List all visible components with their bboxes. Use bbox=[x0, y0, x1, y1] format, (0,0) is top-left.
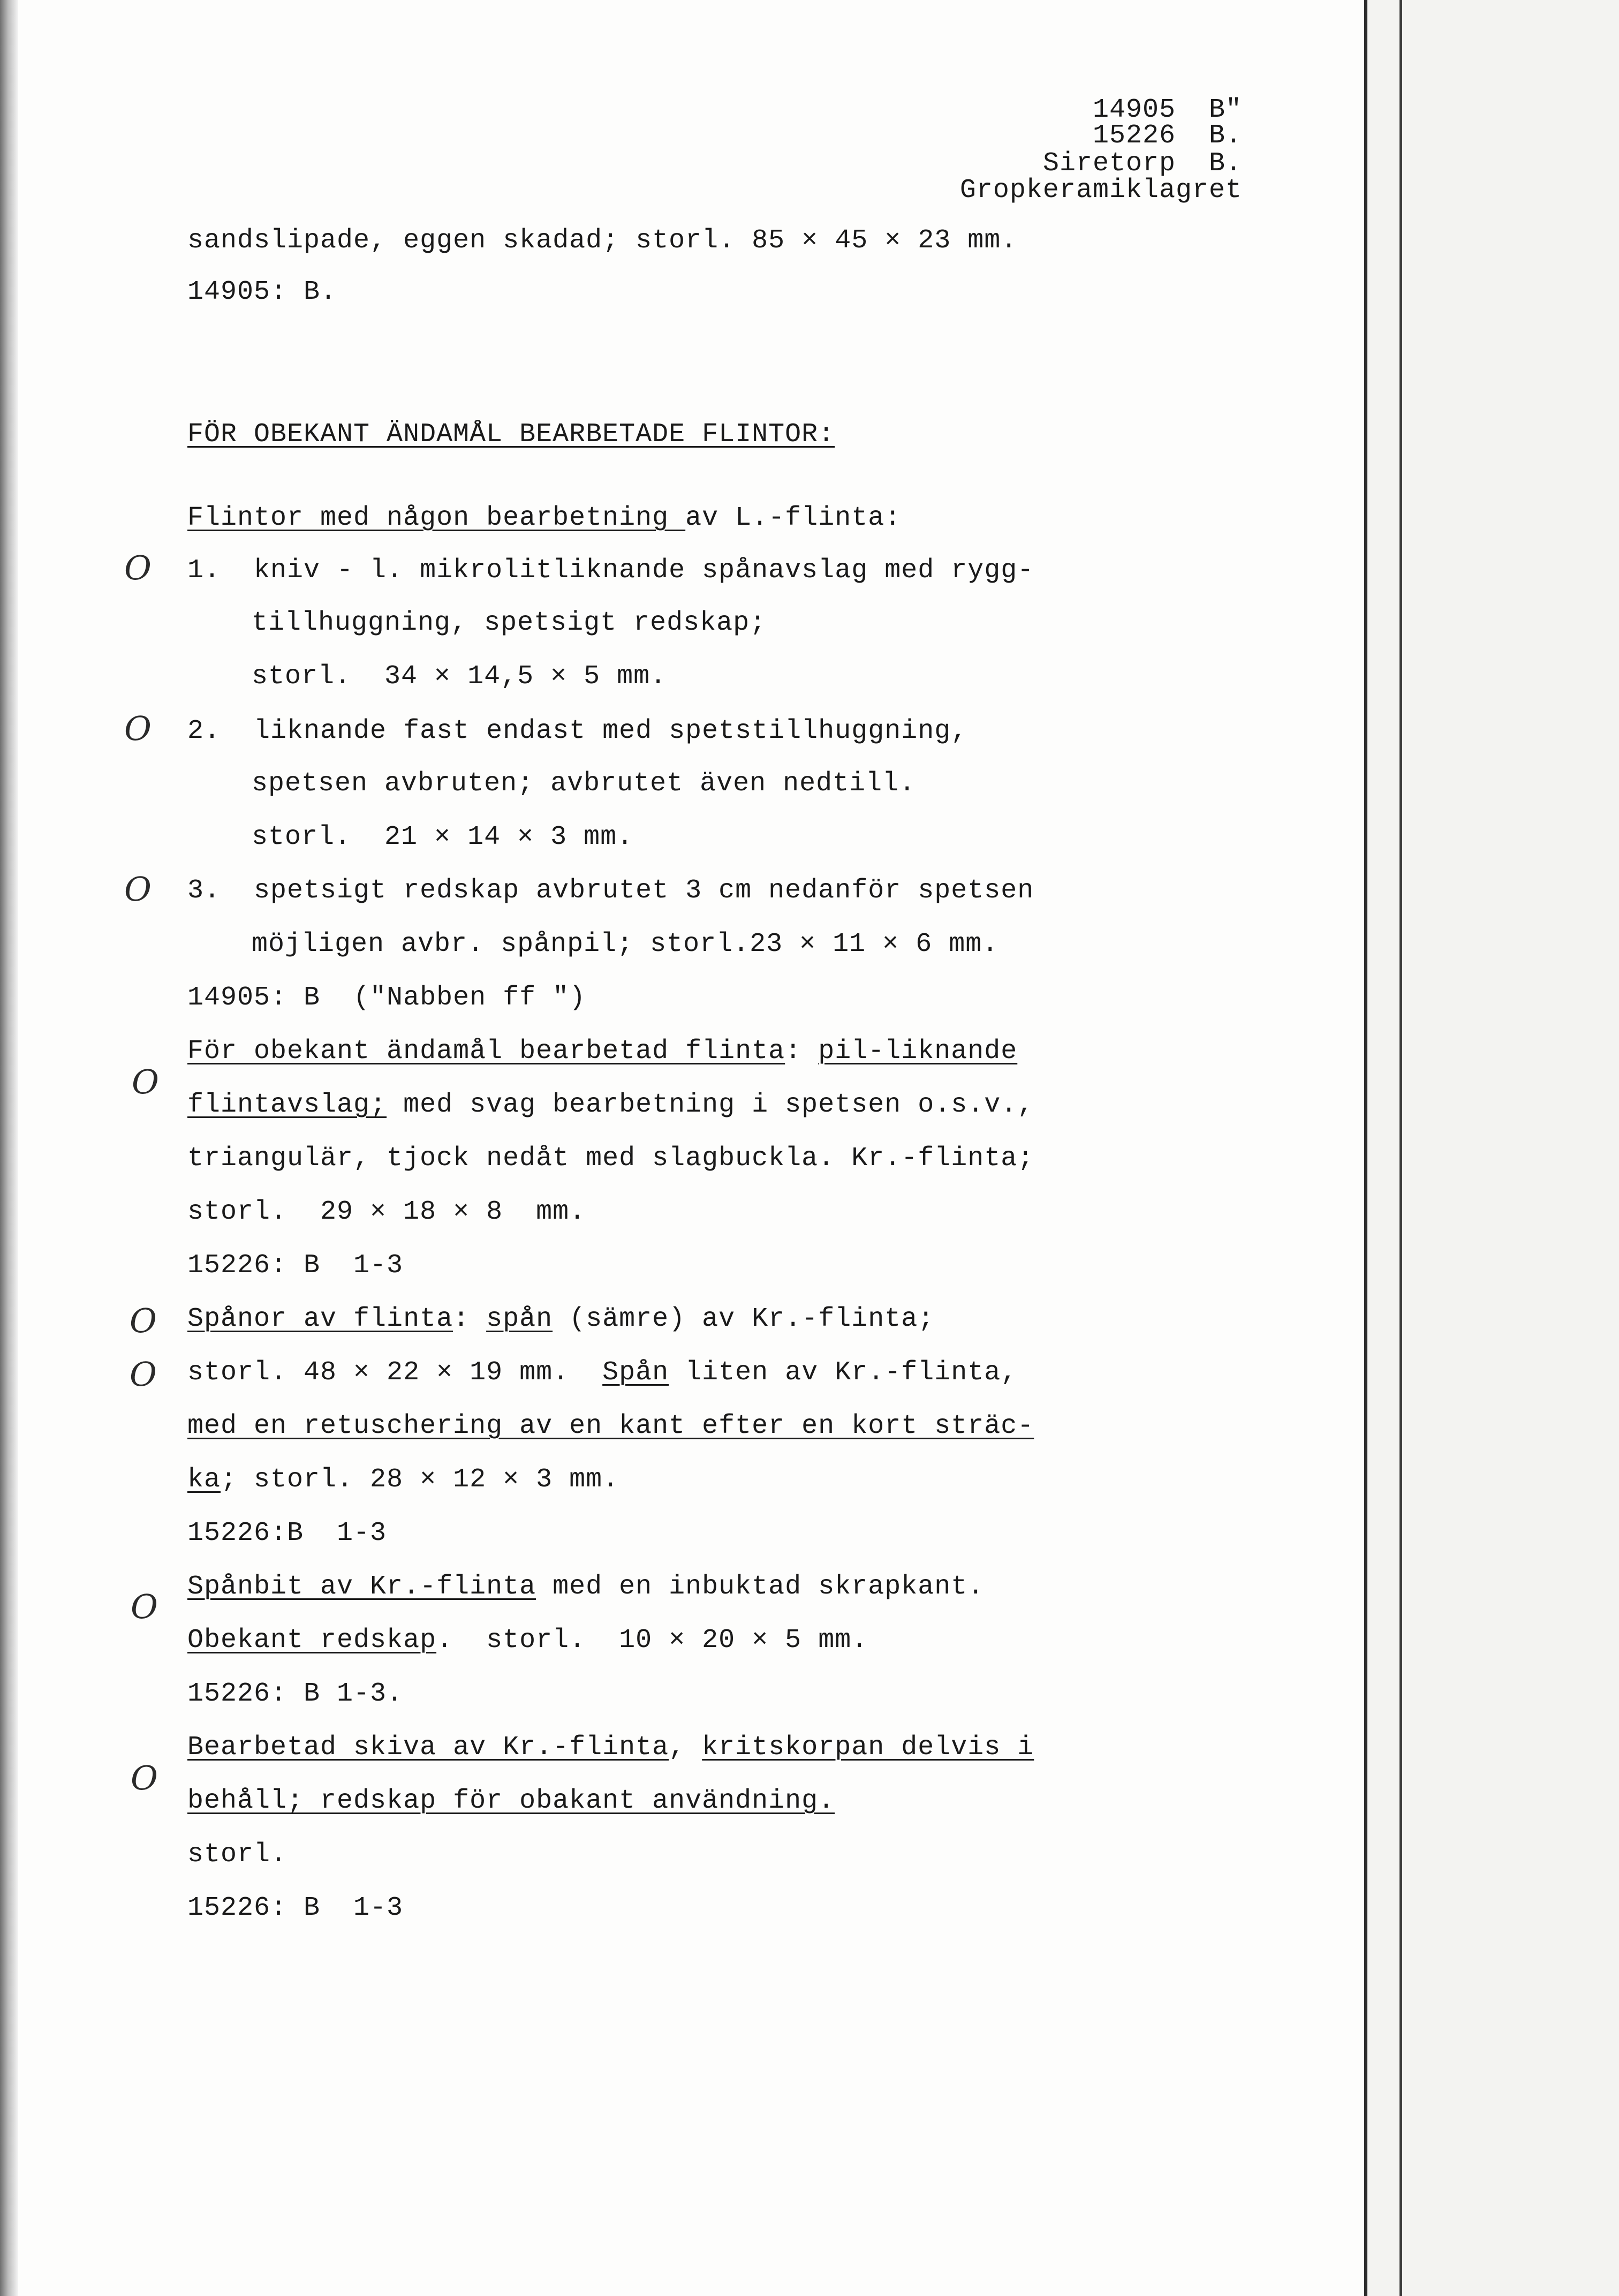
underlined-text: spån bbox=[486, 1304, 553, 1334]
text-line: storl. 29 × 18 × 8 mm. bbox=[187, 1197, 586, 1227]
text-line bbox=[187, 1625, 868, 1657]
ref-line-1: 14905 B" bbox=[1092, 95, 1242, 125]
underlined-line: behåll; redskap för obakant användning. bbox=[187, 1786, 835, 1816]
text-span: med en inbuktad skrapkant. bbox=[536, 1572, 985, 1602]
underlined-text: Spån bbox=[602, 1357, 669, 1388]
underlined-text: flintavslag; bbox=[187, 1090, 387, 1120]
text-span: ; storl. 28 × 12 × 3 mm. bbox=[221, 1464, 619, 1495]
text-line: 15226: B 1-3 bbox=[187, 1893, 404, 1923]
underlined-text: Flintor med någon bearbetning bbox=[187, 503, 686, 533]
text-line: spetsen avbruten; avbrutet även nedtill. bbox=[252, 768, 916, 799]
underlined-text: Bearbetad skiva av Kr.-flinta bbox=[187, 1732, 669, 1763]
text-line: 15226: B 1-3. bbox=[187, 1679, 404, 1709]
scan-left-edge bbox=[0, 0, 18, 2296]
text-line: 14905: B. bbox=[187, 277, 337, 307]
text-line bbox=[187, 1464, 619, 1496]
underlined-text: Spånor av flinta bbox=[187, 1304, 453, 1334]
margin-circle-mark: O bbox=[131, 1758, 158, 1797]
text-line: 14905: B ("Nabben ff ") bbox=[187, 983, 586, 1013]
text-line bbox=[187, 1036, 1017, 1068]
text-line: 1. kniv - l. mikrolitliknande spånavslag med rygg- bbox=[187, 555, 1034, 586]
text-span: av L.-flinta: bbox=[685, 503, 902, 533]
underlined-text: kritskorpan delvis i bbox=[702, 1732, 1034, 1763]
underlined-line: med en retuschering av en kant efter en kort sträc- bbox=[187, 1411, 1034, 1441]
text-span: med svag bearbetning i spetsen o.s.v., bbox=[387, 1090, 1034, 1120]
text-line: möjligen avbr. spånpil; storl.23 × 11 × 6 mm. bbox=[252, 929, 999, 960]
text-line: storl. 34 × 14,5 × 5 mm. bbox=[252, 661, 667, 692]
text-line bbox=[187, 1089, 1034, 1121]
underlined-text: pil-liknande bbox=[818, 1036, 1018, 1067]
underlined-text: ka bbox=[187, 1464, 221, 1495]
underlined-text: Obekant redskap bbox=[187, 1625, 437, 1656]
text-span: . storl. 10 × 20 × 5 mm. bbox=[436, 1625, 868, 1656]
ref-line-4: Gropkeramiklagret bbox=[959, 175, 1242, 206]
text-line: sandslipade, eggen skadad; storl. 85 × 45 × 23 mm. bbox=[187, 225, 1018, 256]
margin-circle-mark: O bbox=[124, 870, 152, 909]
margin-circle-mark: O bbox=[130, 1301, 157, 1340]
ref-line-3: Siretorp B. bbox=[1042, 148, 1242, 179]
text-line bbox=[187, 1303, 934, 1335]
margin-circle-mark: O bbox=[132, 1062, 159, 1101]
text-line: tillhuggning, spetsigt redskap; bbox=[252, 608, 767, 638]
section-heading: FÖR OBEKANT ÄNDAMÅL BEARBETADE FLINTOR: bbox=[187, 419, 835, 450]
text-span: : bbox=[453, 1304, 487, 1334]
text-line: storl. 21 × 14 × 3 mm. bbox=[252, 822, 634, 852]
underlined-text: För obekant ändamål bearbetad flinta bbox=[187, 1036, 785, 1067]
text-line bbox=[187, 1357, 1017, 1389]
text-line bbox=[187, 1571, 984, 1603]
margin-circle-mark: O bbox=[124, 709, 152, 748]
text-line: storl. bbox=[187, 1839, 288, 1870]
text-span: : bbox=[785, 1036, 819, 1067]
text-line bbox=[187, 1732, 1034, 1764]
text-span: storl. 48 × 22 × 19 mm. bbox=[187, 1357, 603, 1388]
text-span: , bbox=[669, 1732, 702, 1763]
text-line: 15226: B 1-3 bbox=[187, 1250, 404, 1281]
subheading-line bbox=[187, 502, 901, 534]
text-span: liten av Kr.-flinta, bbox=[669, 1357, 1018, 1388]
text-line: 3. spetsigt redskap avbrutet 3 cm nedanför spetsen bbox=[187, 875, 1034, 906]
text-line: triangulär, tjock nedåt med slagbuckla. Kr.-flinta; bbox=[187, 1143, 1034, 1174]
margin-circle-mark: O bbox=[124, 548, 152, 587]
margin-circle-mark: O bbox=[131, 1587, 158, 1626]
text-line: 2. liknande fast endast med spetstillhuggning, bbox=[187, 716, 968, 746]
text-span: (sämre) av Kr.-flinta; bbox=[553, 1304, 935, 1334]
text-line: 15226:B 1-3 bbox=[187, 1518, 387, 1549]
underlined-text: Spånbit av Kr.-flinta bbox=[187, 1572, 536, 1602]
scan-right-edge bbox=[1364, 0, 1619, 2296]
margin-circle-mark: O bbox=[130, 1355, 157, 1394]
ref-line-2: 15226 B. bbox=[1092, 120, 1242, 151]
